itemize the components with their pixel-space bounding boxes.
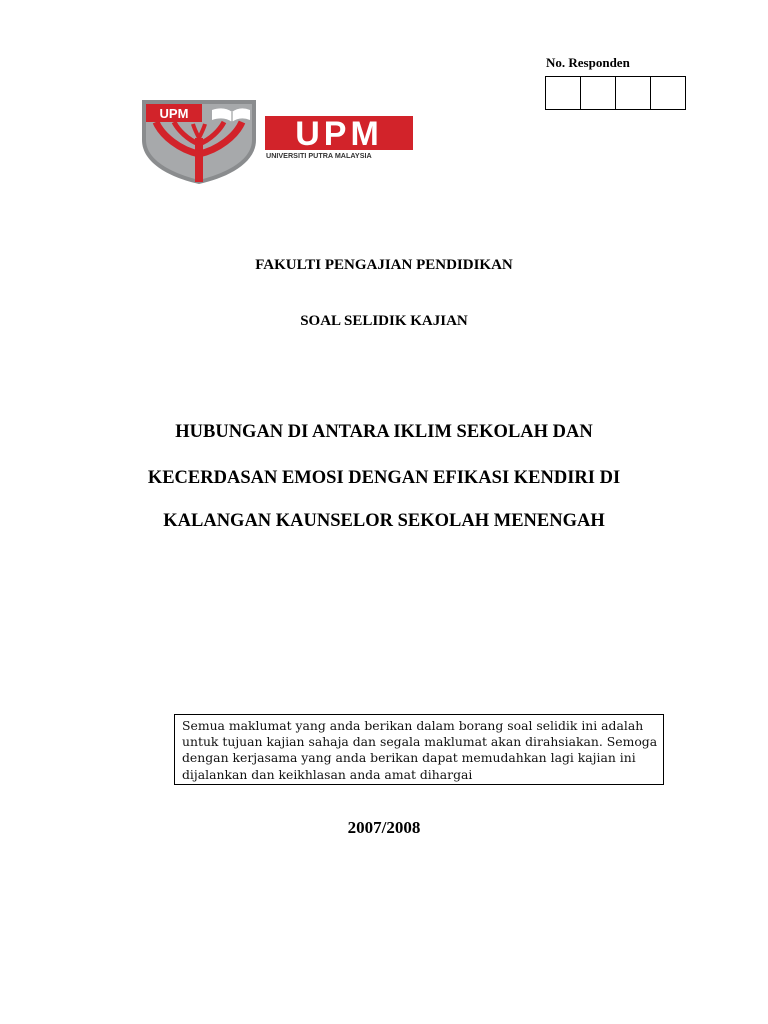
respondent-digit-box[interactable] [581,77,616,109]
respondent-number-label: No. Responden [546,55,630,70]
notice-line: dengan kerjasama yang anda berikan dapat memudahkan lagi kajian ini [182,750,636,766]
respondent-digit-box[interactable] [546,77,581,109]
study-title-line-3: KALANGAN KAUNSELOR SEKOLAH MENENGAH [163,511,605,531]
shield-badge-text: UPM [159,106,189,121]
faculty-name: FAKULTI PENGAJIAN PENDIDIKAN [255,257,513,273]
respondent-number-boxes [545,76,686,110]
study-title-line-2: KECERDASAN EMOSI DENGAN EFIKASI KENDIRI DI [147,468,621,488]
respondent-digit-box[interactable] [616,77,651,109]
upm-logo [140,98,420,188]
notice-line: Semua maklumat yang anda berikan dalam borang soal selidik ini adalah [182,718,644,733]
upm-wordmark [265,115,413,160]
academic-year: 2007/2008 [347,818,421,837]
notice-line: dijalankan dan keikhlasan anda amat dihargai [182,766,473,782]
study-title-line-1: HUBUNGAN DI ANTARA IKLIM SEKOLAH DAN [175,422,593,442]
notice-line: untuk tujuan kajian sahaja dan segala maklumat akan dirahsiakan. Semoga [182,734,658,750]
wordmark-text: UPM [295,115,383,153]
university-name: UNIVERSITI PUTRA MALAYSIA [266,151,372,160]
respondent-digit-box[interactable] [651,77,685,109]
survey-title: SOAL SELIDIK KAJIAN [300,313,468,329]
upm-shield-icon [142,100,256,184]
confidentiality-notice [174,714,664,785]
